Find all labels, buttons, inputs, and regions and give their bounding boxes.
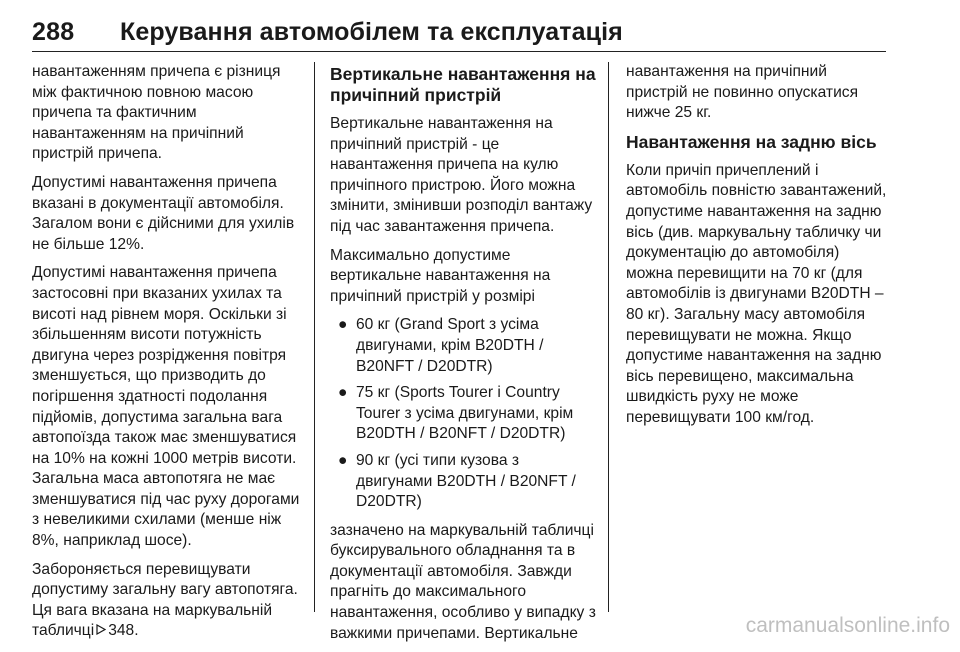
- watermark: carmanualsonline.info: [745, 614, 950, 637]
- list-item-text: 90 кг (усі типи кузова з двигунами B20DTH / B20NFT / D20DTR): [356, 451, 576, 511]
- page-number: 288: [32, 18, 75, 46]
- column-3: [626, 62, 888, 437]
- page-reference-link[interactable]: 348.: [108, 622, 139, 640]
- column-divider: [608, 62, 609, 612]
- bullet-icon: ●: [338, 451, 348, 469]
- column-1: [32, 62, 302, 650]
- paragraph: Допустимі навантаження причепа вказані в документації автомобіля. Загалом вони є дійсними для ухилів не більше 12%.: [32, 173, 295, 253]
- paragraph: Коли причіп причеплений і автомобіль повністю завантажений, допустиме навантаження на задню вісь (див. маркувальну табличку чи документацію до автомобіля) можна перевищити на 70 кг (для автомобілів із двигунами B20DTH – 80 кг). Загальну масу автомобіля перевищувати не можна. Якщо допустиме навантаження на задню вісь перевищено, максимальна швидкість руху не може перевищувати 100 км/год.: [626, 161, 887, 426]
- header-rule: [32, 51, 886, 52]
- paragraph: навантаженням причепа є різниця між фактичною повною масою причепа та фактичним навантаженням на причіпний пристрій причепа.: [32, 63, 281, 163]
- list-item: [330, 383, 598, 445]
- bullet-list: [330, 315, 598, 512]
- page-header: [0, 0, 960, 50]
- paragraph: Допустимі навантаження причепа застосовні при вказаних ухилах та висоті над рівнем моря. Оскільки зі збільшенням висоти потужність двигуна через розрідження повітря зменшується, що призводить до погіршення здатності подолання підйомів, допустима загальна вага автопоїзда також має зменшуватися на 10% на кожні 1000 метрів висоти. Загальна маса автопотяга не має зменшуватися під час руху дорогами з невеликими схилами (менше ніж 8%, наприклад шосе).: [32, 264, 300, 550]
- paragraph: зазначено на маркувальній табличці буксирувального обладнання та в документації автомобіля. Завжди прагніть до максимального навантаження, особливо у випадку з важкими причепами. Вертикальне: [330, 521, 596, 642]
- triangle-right-icon: [96, 621, 106, 642]
- list-item-text: 60 кг (Grand Sport з усіма двигунами, крім B20DTH / B20NFT / D20DTR): [356, 316, 544, 375]
- paragraph-text: Забороняється перевищувати допустиму загальну вагу автопотяга. Ця вага вказана на маркувальній табличці: [32, 560, 298, 640]
- list-item: [330, 451, 598, 513]
- bullet-icon: ●: [338, 316, 348, 334]
- page-title: Керування автомобілем та експлуатація: [120, 18, 623, 46]
- paragraph: [32, 560, 302, 642]
- paragraph: Вертикальне навантаження на причіпний пристрій - це навантаження причепа на кулю причіпного пристрою. Його можна змінити, змінивши розподіл вантажу під час завантаження причепа.: [330, 115, 593, 235]
- section-heading: Вертикальне навантаження на причіпний пристрій: [330, 64, 596, 105]
- list-item: [330, 315, 598, 377]
- list-item-text: 75 кг (Sports Tourer і Country Tourer з усіма двигунами, крім B20DTH / B20NFT / D20DTR): [356, 384, 574, 443]
- paragraph: Максимально допустиме вертикальне навантаження на причіпний пристрій у розмірі: [330, 246, 551, 305]
- paragraph: навантаження на причіпний пристрій не повинно опускатися нижче 25 кг.: [626, 63, 859, 122]
- column-2: [330, 62, 598, 652]
- section-heading: Навантаження на задню вісь: [626, 131, 877, 152]
- column-divider: [314, 62, 315, 612]
- bullet-icon: ●: [338, 384, 348, 402]
